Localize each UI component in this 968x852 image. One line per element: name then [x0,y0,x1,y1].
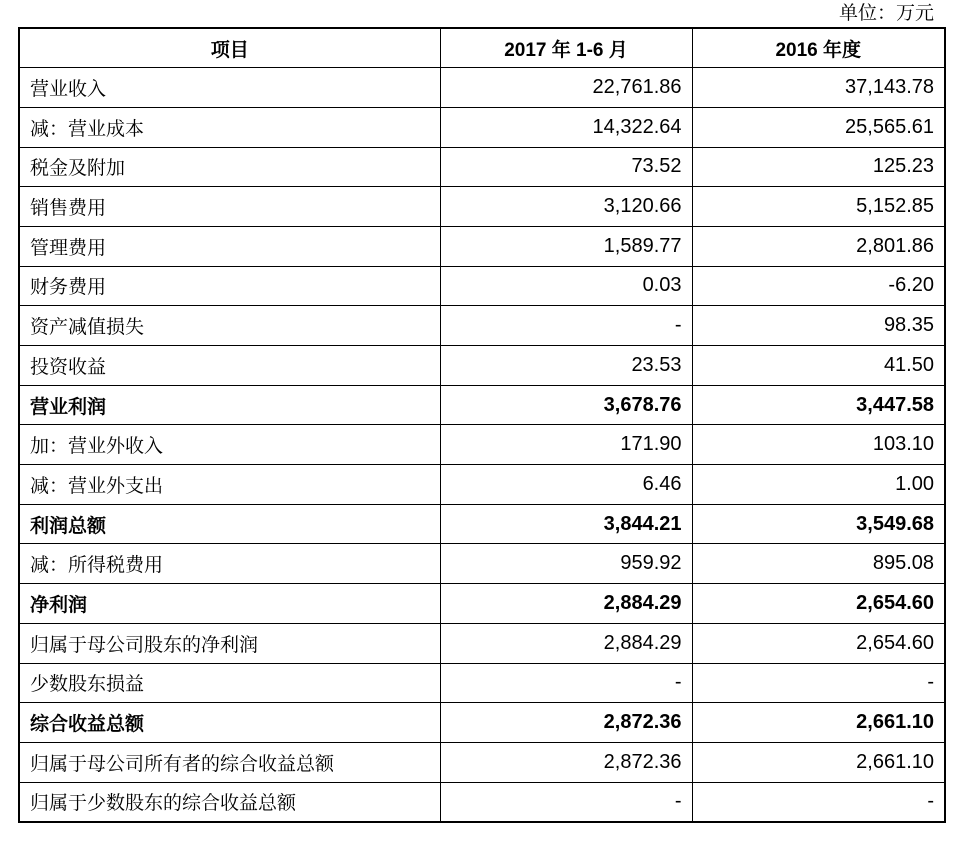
table-row [19,346,945,386]
value-2017-h1: 959.92 [440,544,692,584]
value-2017-h1: 3,844.21 [440,504,692,544]
value-2017-h1: 6.46 [440,465,692,505]
row-label: 加：营业外收入 [19,425,440,465]
row-label: 销售费用 [19,187,440,227]
table-row [19,266,945,306]
value-2016: 1.00 [692,465,945,505]
header-2017-h1: 2017 年 1-6 月 [440,28,692,68]
value-2017-h1: - [440,782,692,822]
row-label: 少数股东损益 [19,663,440,703]
value-2016: 2,654.60 [692,623,945,663]
value-2016: 2,661.10 [692,742,945,782]
income-statement-table [18,27,946,823]
row-label: 营业利润 [19,385,440,425]
row-label: 财务费用 [19,266,440,306]
header-item: 项目 [19,28,440,68]
value-2017-h1: 14,322.64 [440,107,692,147]
row-label: 归属于母公司股东的净利润 [19,623,440,663]
unit-label: 单位：万元 [838,2,934,24]
row-label: 归属于少数股东的综合收益总额 [19,782,440,822]
value-2017-h1: 3,678.76 [440,385,692,425]
value-2017-h1: 23.53 [440,346,692,386]
table-body [19,68,945,822]
value-2016: 25,565.61 [692,107,945,147]
table-row [19,385,945,425]
value-2016: - [692,663,945,703]
value-2017-h1: 3,120.66 [440,187,692,227]
value-2017-h1: 1,589.77 [440,226,692,266]
value-2016: 5,152.85 [692,187,945,227]
row-label: 综合收益总额 [19,703,440,743]
table-row [19,504,945,544]
row-label: 税金及附加 [19,147,440,187]
value-2016: 2,661.10 [692,703,945,743]
table-row [19,226,945,266]
value-2017-h1: - [440,306,692,346]
value-2016: 41.50 [692,346,945,386]
value-2016: 2,654.60 [692,584,945,624]
table-row [19,742,945,782]
table-row [19,306,945,346]
row-label: 净利润 [19,584,440,624]
value-2016: 895.08 [692,544,945,584]
header-row [19,28,945,68]
value-2016: 37,143.78 [692,68,945,108]
row-label: 减：营业外支出 [19,465,440,505]
table-row [19,623,945,663]
table-row [19,663,945,703]
value-2017-h1: 171.90 [440,425,692,465]
value-2017-h1: 2,884.29 [440,623,692,663]
table-row [19,187,945,227]
value-2017-h1: 2,884.29 [440,584,692,624]
value-2017-h1: 0.03 [440,266,692,306]
row-label: 资产减值损失 [19,306,440,346]
value-2017-h1: 22,761.86 [440,68,692,108]
table-row [19,465,945,505]
value-2016: -6.20 [692,266,945,306]
row-label: 减：营业成本 [19,107,440,147]
value-2017-h1: 73.52 [440,147,692,187]
row-label: 营业收入 [19,68,440,108]
row-label: 投资收益 [19,346,440,386]
row-label: 归属于母公司所有者的综合收益总额 [19,742,440,782]
value-2017-h1: - [440,663,692,703]
value-2017-h1: 2,872.36 [440,742,692,782]
table-header [19,28,945,68]
value-2016: 3,549.68 [692,504,945,544]
value-2016: 98.35 [692,306,945,346]
value-2017-h1: 2,872.36 [440,703,692,743]
header-2016: 2016 年度 [692,28,945,68]
value-2016: 125.23 [692,147,945,187]
table-row [19,782,945,822]
table-row [19,68,945,108]
value-2016: 103.10 [692,425,945,465]
table-row [19,147,945,187]
row-label: 利润总额 [19,504,440,544]
table-row [19,107,945,147]
value-2016: 3,447.58 [692,385,945,425]
row-label: 减：所得税费用 [19,544,440,584]
table-row [19,425,945,465]
row-label: 管理费用 [19,226,440,266]
value-2016: - [692,782,945,822]
value-2016: 2,801.86 [692,226,945,266]
table-row [19,544,945,584]
table-row [19,703,945,743]
table-row [19,584,945,624]
